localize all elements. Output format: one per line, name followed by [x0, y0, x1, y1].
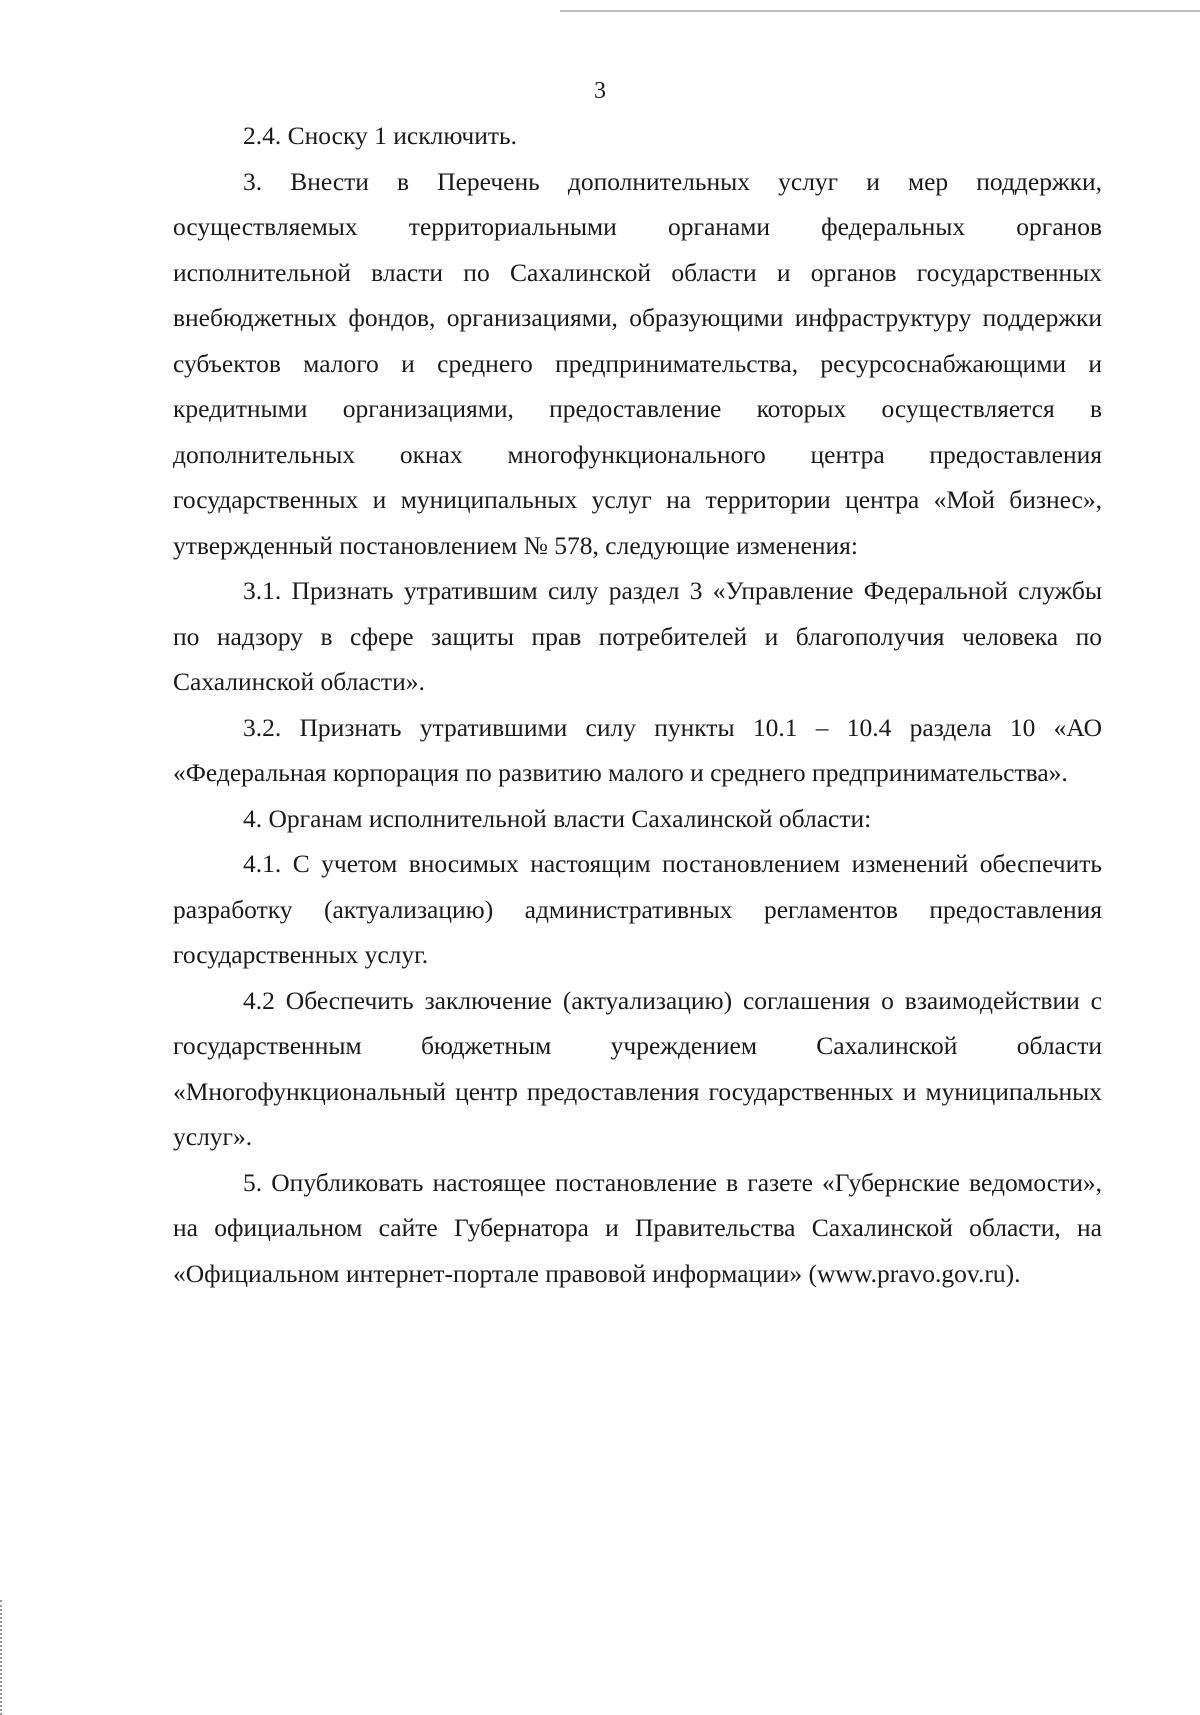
paragraph-4: 4. Органам исполнительной власти Сахалинской области: — [243, 803, 872, 833]
paragraph-5: 5. Опубликовать настоящее постановление в газете «Губернские ведомости», на официальном сайте Губернатора и Правительства Сахалинской области, на «Официальном интернет-портале правовой информации» (www.pravo.gov.ru). — [173, 1167, 1102, 1288]
paragraph-3-1: 3.1. Признать утратившим силу раздел 3 «Управление Федеральной службы по надзору в сфере защиты прав потребителей и благополучия человека по Сахалинской области». — [173, 576, 1102, 696]
paragraph-3: 3. Внести в Перечень дополнительных услуг и мер поддержки, осуществляемых территориальными органами федеральных органов исполнительной власти по Сахалинской области и органов государственных внебюджетных фондов, организациями, образующими инфраструктуру поддержки субъектов малого и среднего предпринимательства, ресурсоснабжающими и кредитными организациями, предоставление которых осуществляется в дополнительных окнах многофункционального центра предоставления государственных и муниципальных услуг на территории центра «Мой бизнес», утвержденный постановлением № 578, следующие изменения: — [173, 166, 1102, 560]
paragraph-2-4: 2.4. Сноску 1 исключить. — [243, 121, 518, 150]
paragraph-4-1: 4.1. С учетом вносимых настоящим постановлением изменений обеспечить разработку (актуализацию) административных регламентов предоставления государственных услуг. — [173, 849, 1102, 969]
paragraph-4-2: 4.2 Обеспечить заключение (актуализацию) соглашения о взаимодействии с государственным бюджетным учреждением Сахалинской области «Многофункциональный центр предоставления государственных и муниципальных услуг». — [173, 985, 1102, 1151]
scan-margin-marks — [0, 1600, 6, 1715]
page-number: 3 — [594, 78, 606, 104]
paragraph-3-2: 3.2. Признать утратившими силу пункты 10.1 – 10.4 раздела 10 «АО «Федеральная корпорация по развитию малого и среднего предпринимательства». — [173, 712, 1102, 787]
document-body — [173, 113, 1102, 1296]
scan-edge-line — [560, 10, 1200, 12]
